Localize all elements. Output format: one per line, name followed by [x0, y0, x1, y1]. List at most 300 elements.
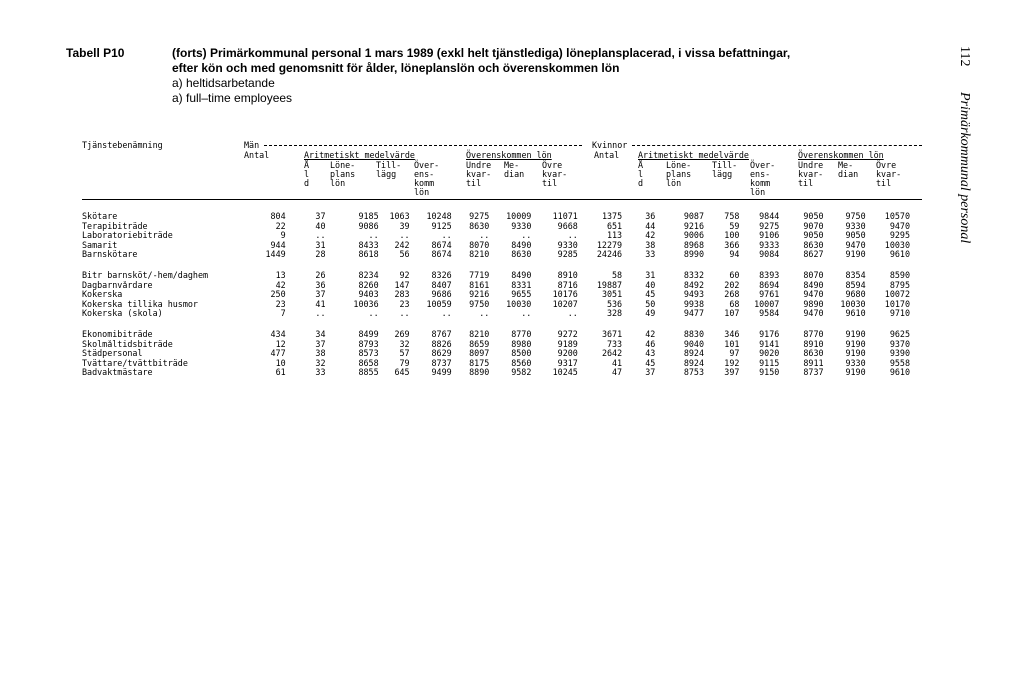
table-cell: ..: [315, 309, 326, 319]
hdr-age-1: Å: [304, 160, 310, 170]
table-cell: ..: [399, 231, 410, 241]
hdr-w-upper-3: til: [876, 178, 892, 188]
group-spacer-cell: [82, 319, 910, 330]
table-cell: 9844: [759, 212, 780, 221]
table-cell: 8097: [469, 349, 490, 359]
table-cell: 43: [645, 349, 656, 359]
table-cell: 36: [645, 212, 656, 221]
table-cell: 28: [315, 250, 326, 260]
hdr-agreed-3: komm: [414, 178, 435, 188]
table-cell: 9189: [557, 339, 578, 349]
hdr-upper-3: til: [542, 178, 558, 188]
hdr-salary-1: Löne-: [330, 160, 356, 170]
table-cell: 9750: [845, 212, 866, 221]
hdr-upper-1: Övre: [542, 160, 563, 170]
hdr-w-salary-1: Löne-: [666, 160, 692, 170]
title-line-2: efter kön och med genomsnitt för ålder, löneplanslön och överenskommen lön: [172, 61, 620, 75]
table-cell: 9190: [845, 349, 866, 359]
data-table-body: [82, 212, 910, 378]
table-cell: 8924: [683, 349, 705, 359]
table-cell: 9295: [889, 231, 910, 241]
table-cell: 8630: [469, 221, 490, 231]
row-job-title: Dagbarnvårdare: [82, 280, 153, 290]
hdr-w-lower-1: Undre: [798, 160, 824, 170]
row-job-title: Kokerska tillika husmor: [82, 299, 198, 309]
table-cell: 8326: [431, 270, 452, 280]
table-cell: 758: [724, 212, 740, 221]
table-cell: 8070: [469, 240, 490, 250]
table-cell: 8354: [845, 270, 866, 280]
table-cell: 9370: [889, 339, 910, 349]
table-cell: 9330: [511, 221, 532, 231]
table-cell: 23: [275, 299, 286, 309]
table-cell: 8393: [759, 270, 780, 280]
table-cell: 9333: [759, 240, 780, 250]
table-cell: 9176: [759, 329, 780, 339]
header-bottom-rule: [82, 199, 922, 200]
row-job-title: Ekonomibiträde: [82, 329, 153, 339]
table-cell: 8573: [358, 349, 379, 359]
table-header: [82, 138, 922, 198]
table-cell: 397: [724, 368, 740, 378]
table-cell: 9285: [557, 250, 578, 260]
table-cell: 45: [645, 358, 656, 368]
table-cell: 10059: [426, 299, 452, 309]
table-cell: 9275: [759, 221, 780, 231]
table-cell: 79: [399, 358, 410, 368]
table-cell: 8980: [511, 339, 532, 349]
table-cell: 10248: [426, 212, 452, 221]
table-cell: 33: [315, 368, 326, 378]
table-cell: 477: [270, 349, 286, 359]
table-cell: 50: [645, 299, 656, 309]
table-cell: 37: [315, 339, 326, 349]
table-cell: 9050: [845, 231, 866, 241]
table-cell: 10170: [884, 299, 910, 309]
hdr-w-lower-2: kvar-: [798, 169, 824, 179]
table-cell: 11071: [552, 212, 578, 221]
table-cell: 8175: [469, 358, 490, 368]
hdr-w-upper-2: kvar-: [876, 169, 902, 179]
table-cell: 8500: [511, 349, 532, 359]
table-title-block: [66, 46, 906, 106]
row-job-title: Barnskötare: [82, 250, 138, 260]
table-cell: ..: [521, 231, 532, 241]
table-cell: 9330: [845, 221, 866, 231]
table-cell: 8630: [803, 240, 824, 250]
row-job-title: Skötare: [82, 212, 118, 221]
header-women-agreed: Överenskommen lön: [798, 150, 884, 160]
table-cell: 9272: [557, 329, 578, 339]
hdr-agreed-1: Över-: [414, 160, 440, 170]
row-job-title: Terapibiträde: [82, 221, 148, 231]
table-cell: 34: [315, 329, 326, 339]
table-cell: 328: [606, 309, 623, 319]
table-cell: 651: [606, 221, 623, 231]
table-row: [82, 250, 910, 260]
table-cell: 9610: [845, 309, 866, 319]
table-cell: 9680: [845, 290, 866, 300]
hdr-agreed-4: lön: [414, 187, 430, 197]
hdr-supplement-1: Till-: [376, 160, 402, 170]
table-cell: 31: [315, 240, 326, 250]
table-cell: 57: [399, 349, 410, 359]
row-job-title: Bitr barnsköt/-hem/daghem: [82, 270, 209, 280]
table-cell: 8260: [358, 280, 379, 290]
table-row: [82, 309, 910, 319]
table-cell: 9070: [803, 221, 824, 231]
table-cell: 8594: [845, 280, 866, 290]
table-cell: 10072: [884, 290, 910, 300]
title-line-1: (forts) Primärkommunal personal 1 mars 1989 (exkl helt tjänstlediga) löneplansplacerad, i vissa befattningar,: [172, 46, 791, 60]
row-job-title: Kokerska (skola): [82, 309, 163, 319]
table-cell: ..: [441, 231, 452, 241]
table-cell: 8070: [803, 270, 824, 280]
table-cell: 536: [606, 299, 623, 309]
table-cell: 9317: [557, 358, 578, 368]
table-cell: 9655: [511, 290, 532, 300]
table-cell: 9470: [803, 290, 824, 300]
table-cell: 8990: [683, 250, 705, 260]
header-men: Män: [244, 140, 260, 150]
table-cell: 9610: [889, 368, 910, 378]
table-cell: 19887: [596, 280, 623, 290]
table-cell: 9: [280, 231, 286, 241]
table-cell: 10207: [552, 299, 578, 309]
table-cell: 9190: [845, 368, 866, 378]
table-cell: 346: [724, 329, 740, 339]
table-cell: 9275: [469, 212, 490, 221]
table-row: [82, 212, 910, 222]
hdr-lower-3: til: [466, 178, 482, 188]
table-cell: 202: [724, 280, 740, 290]
table-cell: 10: [275, 358, 286, 368]
hdr-w-age-3: d: [638, 178, 644, 188]
table-cell: 113: [606, 231, 623, 241]
hdr-w-agreed-3: komm: [750, 178, 771, 188]
hdr-lower-2: kvar-: [466, 169, 492, 179]
table-cell: 8830: [683, 329, 705, 339]
table-cell: 434: [270, 329, 286, 339]
table-cell: 42: [645, 231, 656, 241]
table-cell: 8627: [803, 250, 824, 260]
table-cell: 9330: [845, 358, 866, 368]
table-cell: 9190: [845, 339, 866, 349]
table-cell: 10570: [884, 212, 910, 221]
table-cell: 8433: [358, 240, 379, 250]
table-cell: 250: [270, 290, 286, 300]
table-cell: 9185: [358, 212, 379, 221]
table-cell: 8910: [803, 339, 824, 349]
table-cell: ..: [479, 309, 490, 319]
hdr-w-agreed-4: lön: [750, 187, 766, 197]
table-cell: 268: [724, 290, 740, 300]
table-cell: 9006: [683, 231, 705, 241]
table-cell: 8910: [557, 270, 578, 280]
table-cell: 9150: [759, 368, 780, 378]
table-cell: 8968: [683, 240, 705, 250]
table-cell: 8694: [759, 280, 780, 290]
table-cell: 9390: [889, 349, 910, 359]
table-cell: 8716: [557, 280, 578, 290]
table-cell: 10009: [506, 212, 532, 221]
table-row: [82, 359, 910, 369]
table-cell: 9086: [358, 221, 379, 231]
table-cell: 32: [399, 339, 410, 349]
table-cell: 97: [729, 349, 740, 359]
table-cell: 8492: [683, 280, 705, 290]
table-cell: 9558: [889, 358, 910, 368]
table-cell: 37: [315, 212, 326, 221]
hdr-w-supplement-1: Till-: [712, 160, 738, 170]
header-job-title: Tjänstebenämning: [82, 140, 163, 150]
table-row: [82, 300, 910, 310]
table-cell: 1449: [265, 250, 286, 260]
table-cell: 8658: [358, 358, 379, 368]
table-cell: 8890: [469, 368, 490, 378]
table-cell: 33: [645, 250, 656, 260]
hdr-agreed-2: ens-: [414, 169, 435, 179]
table-cell: 9084: [759, 250, 780, 260]
row-job-title: Badvaktmästare: [82, 368, 153, 378]
row-job-title: Kokerska: [82, 290, 123, 300]
hdr-w-age-2: l: [638, 169, 644, 179]
table-cell: 1063: [389, 212, 410, 221]
hdr-median-1: Me-: [504, 160, 520, 170]
table-cell: 8629: [431, 349, 452, 359]
table-cell: 944: [270, 240, 286, 250]
table-cell: 9050: [803, 231, 824, 241]
table-cell: 9582: [511, 368, 532, 378]
table-cell: 49: [645, 309, 656, 319]
table-cell: 60: [729, 270, 740, 280]
hdr-salary-3: lön: [330, 178, 346, 188]
table-cell: 9141: [759, 339, 780, 349]
table-cell: 61: [275, 368, 286, 378]
table-cell: 41: [315, 299, 326, 309]
title-row: [66, 46, 906, 61]
table-cell: 8674: [431, 240, 452, 250]
table-cell: ..: [441, 309, 452, 319]
table-cell: 8490: [511, 270, 532, 280]
table-cell: 23: [399, 299, 410, 309]
table-cell: ..: [479, 231, 490, 241]
table-cell: 8674: [431, 250, 452, 260]
table-cell: 8737: [431, 358, 452, 368]
table-cell: ..: [567, 309, 578, 319]
table-cell: 9761: [759, 290, 780, 300]
table-cell: 40: [315, 221, 326, 231]
table-cell: 9190: [845, 250, 866, 260]
hdr-w-lower-3: til: [798, 178, 814, 188]
table-cell: 41: [612, 358, 623, 368]
group-spacer-cell: [82, 260, 910, 271]
header-women: Kvinnor: [592, 140, 628, 150]
men-divider: [264, 145, 582, 146]
table-cell: 8161: [469, 280, 490, 290]
table-cell: 10007: [754, 299, 780, 309]
table-cell: 9020: [759, 349, 780, 359]
table-cell: 9470: [845, 240, 866, 250]
hdr-w-median-1: Me-: [838, 160, 854, 170]
table-cell: 59: [729, 221, 740, 231]
table-cell: 38: [315, 349, 326, 359]
table-cell: 12279: [596, 240, 623, 250]
women-divider: [632, 145, 922, 146]
table-row: [82, 340, 910, 350]
table-cell: 37: [645, 368, 656, 378]
table-cell: 366: [724, 240, 740, 250]
table-cell: 92: [399, 270, 410, 280]
table-cell: 12: [275, 339, 286, 349]
table-cell: 39: [399, 221, 410, 231]
table-cell: 100: [724, 231, 740, 241]
table-cell: 8210: [469, 250, 490, 260]
table-cell: 56: [399, 250, 410, 260]
table-cell: 8793: [358, 339, 379, 349]
header-men-mean: Aritmetiskt medelvärde: [304, 150, 415, 160]
table-row: [82, 231, 910, 241]
table-cell: 8490: [511, 240, 532, 250]
hdr-upper-2: kvar-: [542, 169, 568, 179]
table-cell: 9686: [431, 290, 452, 300]
table-cell: 9750: [469, 299, 490, 309]
table-cell: 8210: [469, 329, 490, 339]
table-cell: 269: [394, 329, 410, 339]
hdr-w-median-2: dian: [838, 169, 859, 179]
row-job-title: Samarit: [82, 240, 118, 250]
table-cell: 8924: [683, 358, 705, 368]
table-cell: 8630: [803, 349, 824, 359]
table-cell: 8332: [683, 270, 705, 280]
table-row: [82, 241, 910, 251]
table-cell: 8560: [511, 358, 532, 368]
table-cell: 8767: [431, 329, 452, 339]
hdr-salary-2: plans: [330, 169, 356, 179]
table-cell: 2642: [601, 349, 623, 359]
table-cell: 9477: [683, 309, 705, 319]
table-cell: 7: [280, 309, 286, 319]
header-men-count: Antal: [244, 150, 270, 160]
table-row: [82, 271, 910, 281]
page-number: 112: [957, 46, 972, 67]
hdr-w-upper-1: Övre: [876, 160, 897, 170]
hdr-supplement-2: lägg: [376, 169, 397, 179]
table-cell: 8737: [803, 368, 824, 378]
section-name: Primärkommunal personal: [957, 92, 972, 244]
table-cell: 10030: [506, 299, 532, 309]
table-cell: 32: [315, 358, 326, 368]
table-cell: 38: [645, 240, 656, 250]
table-label: Tabell P10: [66, 46, 125, 60]
header-women-count: Antal: [594, 150, 620, 160]
table-cell: 1375: [601, 212, 623, 221]
hdr-w-agreed-1: Över-: [750, 160, 776, 170]
table-cell: 47: [612, 368, 623, 378]
table-cell: 8795: [889, 280, 910, 290]
table-cell: 8490: [803, 280, 824, 290]
subtitle-swedish: a) heltidsarbetande: [172, 76, 275, 90]
table-cell: 10245: [552, 368, 578, 378]
table-row: [82, 330, 910, 340]
hdr-w-salary-3: lön: [666, 178, 682, 188]
data-table: [82, 212, 910, 378]
table-row: [82, 281, 910, 291]
table-cell: ..: [567, 231, 578, 241]
hdr-w-supplement-2: lägg: [712, 169, 733, 179]
table-cell: ..: [521, 309, 532, 319]
table-cell: 9050: [803, 212, 824, 221]
table-cell: 9200: [557, 349, 578, 359]
table-cell: 8331: [511, 280, 532, 290]
table-row: [82, 290, 910, 300]
table-cell: 40: [645, 280, 656, 290]
table-cell: 10030: [840, 299, 866, 309]
table-cell: 8826: [431, 339, 452, 349]
table-row: [82, 222, 910, 232]
table-cell: 22: [275, 221, 286, 231]
header-men-agreed: Överenskommen lön: [466, 150, 552, 160]
table-cell: 9710: [889, 309, 910, 319]
table-cell: 24246: [596, 250, 623, 260]
table-cell: 9625: [889, 329, 910, 339]
hdr-w-salary-2: plans: [666, 169, 692, 179]
table-cell: 44: [645, 221, 656, 231]
table-row: [82, 368, 910, 378]
table-cell: 107: [724, 309, 740, 319]
table-cell: 8770: [803, 329, 824, 339]
table-cell: 46: [645, 339, 656, 349]
table-cell: 283: [394, 290, 410, 300]
row-job-title: Skolmåltidsbiträde: [82, 339, 173, 349]
table-cell: 9216: [683, 221, 705, 231]
table-cell: 8911: [803, 358, 824, 368]
group-spacer: [82, 319, 910, 330]
table-cell: 37: [315, 290, 326, 300]
table-cell: 9403: [358, 290, 379, 300]
subtitle-english: a) full–time employees: [172, 91, 293, 105]
table-cell: 192: [724, 358, 740, 368]
table-cell: 8407: [431, 280, 452, 290]
table-cell: 242: [394, 240, 410, 250]
table-cell: 9087: [683, 212, 705, 221]
statistics-table: [82, 138, 922, 378]
table-cell: 9330: [557, 240, 578, 250]
row-job-title: Städpersonal: [82, 349, 143, 359]
table-cell: 10176: [552, 290, 578, 300]
table-cell: 8770: [511, 329, 532, 339]
row-job-title: Laboratoriebiträde: [82, 231, 173, 241]
table-cell: 9470: [889, 221, 910, 231]
hdr-median-2: dian: [504, 169, 525, 179]
table-cell: 8618: [358, 250, 379, 260]
table-row: [82, 349, 910, 359]
table-cell: 3051: [601, 290, 623, 300]
table-cell: 9610: [889, 250, 910, 260]
table-cell: 36: [315, 280, 326, 290]
table-cell: 94: [729, 250, 740, 260]
table-cell: 9584: [759, 309, 780, 319]
group-spacer: [82, 260, 910, 271]
table-cell: 58: [612, 270, 623, 280]
table-cell: 804: [270, 212, 286, 221]
hdr-w-age-1: Å: [638, 160, 644, 170]
table-cell: ..: [368, 231, 379, 241]
table-cell: 13: [275, 270, 286, 280]
table-cell: 9890: [803, 299, 824, 309]
table-cell: 31: [645, 270, 656, 280]
table-cell: 3671: [601, 329, 623, 339]
